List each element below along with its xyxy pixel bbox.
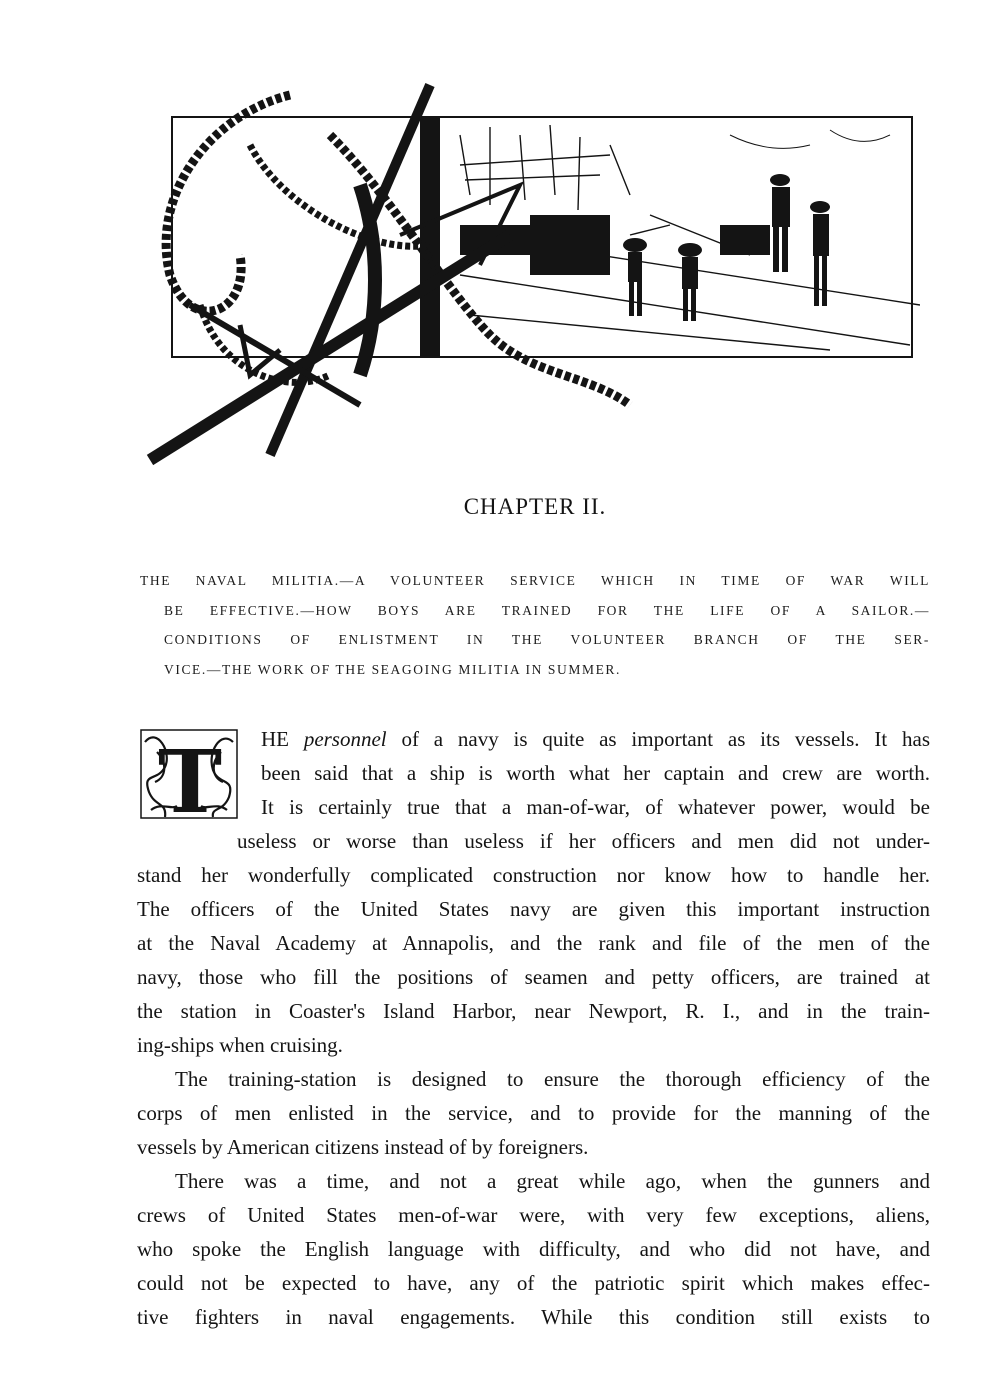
- chapter-summary: [140, 566, 930, 684]
- text-line: been said that a ship is worth what her captain and crew are worth.: [261, 761, 930, 785]
- text-line: [137, 722, 930, 756]
- text-line: corps of men enlisted in the service, and to provide for the manning of the: [137, 1101, 930, 1125]
- chapter-header-illustration: [130, 75, 920, 475]
- text-line: crews of United States men-of-war were, with very few exceptions, aliens,: [137, 1203, 930, 1227]
- drop-cap-continuation: HE: [261, 727, 304, 751]
- text-line: It is certainly true that a man-of-war, of whatever power, would be: [261, 795, 930, 819]
- chapter-body: [137, 722, 930, 1334]
- summary-line: CONDITIONS OF ENLISTMENT IN THE VOLUNTEER BRANCH OF THE SER-: [164, 632, 930, 647]
- text-line: at the Naval Academy at Annapolis, and the rank and file of the men of the: [137, 931, 930, 955]
- text-line: tive fighters in naval engagements. While this condition still exists to: [137, 1305, 930, 1329]
- text-line: vessels by American citizens instead of by foreigners.: [137, 1135, 589, 1159]
- deck-scene-picture: [172, 117, 920, 357]
- text-line: navy, those who fill the positions of seamen and petty officers, are trained at: [137, 965, 930, 989]
- text-line: the station in Coaster's Island Harbor, near Newport, R. I., and in the train-: [137, 999, 930, 1023]
- text-line: could not be expected to have, any of the patriotic spirit which makes effec-: [137, 1271, 930, 1295]
- text-line: who spoke the English language with difficulty, and who did not have, and: [137, 1237, 930, 1261]
- italic-term: personnel: [303, 727, 387, 751]
- text-line: useless or worse than useless if her officers and men did not under-: [237, 829, 930, 853]
- text-line: ing-ships when cruising.: [137, 1033, 343, 1057]
- summary-line: BE EFFECTIVE.—HOW BOYS ARE TRAINED FOR THE LIFE OF A SAILOR.—: [164, 602, 930, 618]
- summary-line: THE NAVAL MILITIA.—A VOLUNTEER SERVICE WHICH IN TIME OF WAR WILL: [140, 573, 930, 588]
- summary-line: VICE.—THE WORK OF THE SEAGOING MILITIA IN SUMMER.: [164, 661, 622, 677]
- text-line: stand her wonderfully complicated construction nor know how to handle her.: [137, 863, 930, 887]
- drop-cap-letter: T: [158, 732, 222, 824]
- text-line: The officers of the United States navy are given this important instruction: [137, 897, 930, 921]
- line-rest: of a navy is quite as important as its vessels. It has: [386, 727, 930, 751]
- chapter-title: CHAPTER II.: [463, 494, 607, 519]
- text-line: There was a time, and not a great while ago, when the gunners and: [175, 1169, 930, 1193]
- text-line: The training-station is designed to ensure the thorough efficiency of the: [175, 1067, 930, 1091]
